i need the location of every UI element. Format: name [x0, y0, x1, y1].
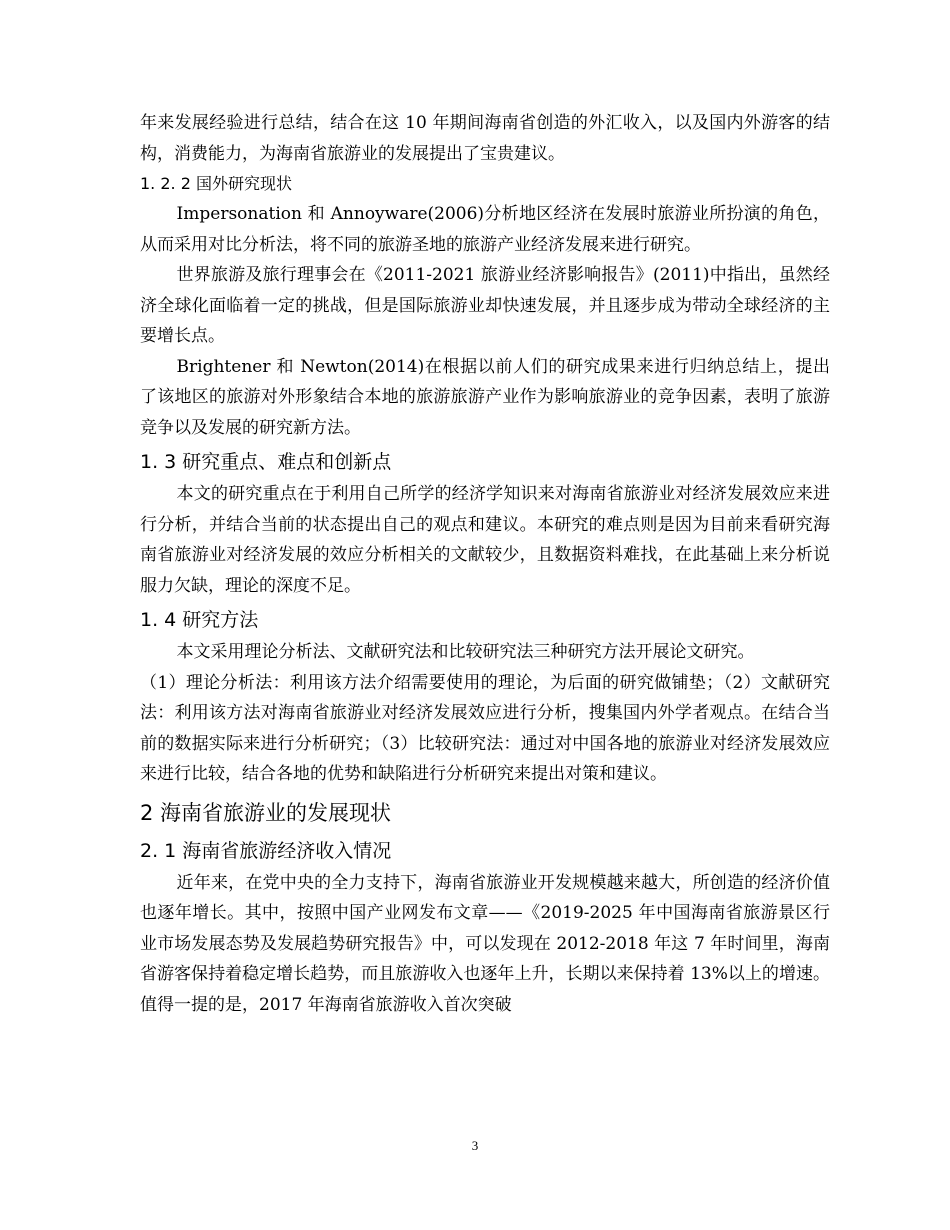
- section-heading-1-4: 1. 4 研究方法: [140, 609, 259, 631]
- section-heading-2-1: 2. 1 海南省旅游经济收入情况: [140, 839, 392, 862]
- paragraph: 本文的研究重点在于利用自己所学的经济学知识来对海南省旅游业对经济发展效应来进行分析，并结合当前的状态提出自己的观点和建议。本研究的难点则是因为目前来看研究海南省旅游业对经济发展的效应分析相关的文献较少，且数据资料难找，在此基础上来分析说服力欠缺，理论的深度不足。: [140, 484, 830, 596]
- paragraph: 年来发展经验进行总结，结合在这 10 年期间海南省创造的外汇收入，以及国内外游客的结构，消费能力，为海南省旅游业的发展提出了宝贵建议。: [140, 113, 830, 164]
- paragraph: 本文采用理论分析法、文献研究法和比较研究法三种研究方法开展论文研究。: [176, 642, 755, 662]
- paragraph: 近年来，在党中央的全力支持下，海南省旅游业开发规模越来越大，所创造的经济价值也逐年增长。其中，按照中国产业网发布文章——《2019-2025 年中国海南省旅游景区行业市场发展态势及发展趋势研究报告》中，可以发现在 2012-2018 年这 7 年时间里，海南省游客保持着稳定增长趋势，而且旅游收入也逐年上升，长期以来保持着 13%以上的增速。值得一提的是，2017 年海南省旅游收入首次突破: [140, 872, 830, 1015]
- chapter-heading-2: 2 海南省旅游业的发展现状: [140, 800, 392, 825]
- section-heading-1-2-2: 1. 2. 2 国外研究现状: [140, 174, 292, 193]
- paragraph: Impersonation 和 Annoyware(2006)分析地区经济在发展时旅游业所扮演的角色，从而采用对比分析法，将不同的旅游圣地的旅游产业经济发展来进行研究。: [140, 204, 830, 255]
- paragraph: （1）理论分析法：利用该方法介绍需要使用的理论，为后面的研究做铺垫；（2）文献研究法：利用该方法对海南省旅游业对经济发展效应进行分析，搜集国内外学者观点。在结合当前的数据实际来进行分析研究；（3）比较研究法：通过对中国各地的旅游业对经济发展效应来进行比较，结合各地的优势和缺陷进行分析研究来提出对策和建议。: [140, 672, 830, 784]
- document-page: [140, 108, 830, 1020]
- section-heading-1-3: 1. 3 研究重点、难点和创新点: [140, 451, 392, 473]
- paragraph: 世界旅游及旅行理事会在《2011-2021 旅游业经济影响报告》(2011)中指出，虽然经济全球化面临着一定的挑战，但是国际旅游业却快速发展，并且逐步成为带动全球经济的主要增长点。: [140, 265, 830, 346]
- paragraph: Brightener 和 Newton(2014)在根据以前人们的研究成果来进行归纳总结上，提出了该地区的旅游对外形象结合本地的旅游旅游产业作为影响旅游业的竞争因素，表明了旅游竞争以及发展的研究新方法。: [140, 356, 830, 438]
- page-number: 3: [471, 1138, 479, 1153]
